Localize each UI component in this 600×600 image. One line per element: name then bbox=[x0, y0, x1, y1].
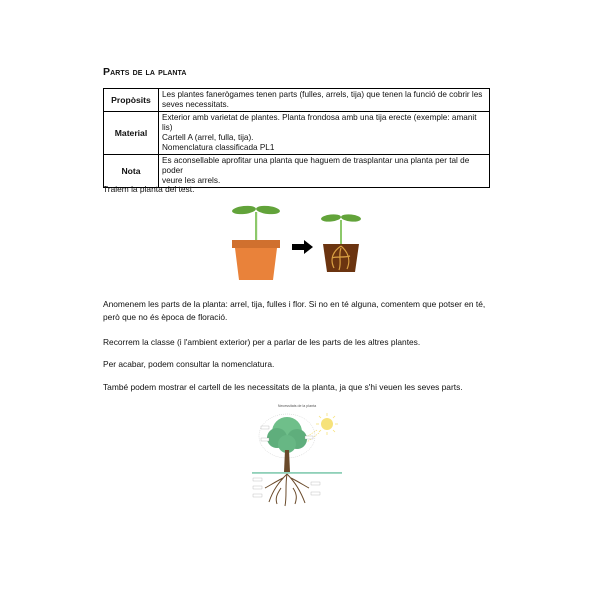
tree-roots bbox=[265, 474, 309, 506]
content-line: Exterior amb varietat de plantes. Planta frondosa amb una tija erecte (exemple: amanit lis) bbox=[162, 113, 477, 132]
paragraph-line: Anomenem les parts de la planta: arrel, tija, fulles i flor. Si no en té alguna, comentem que potser en té, bbox=[103, 299, 486, 309]
row-content-material bbox=[159, 112, 490, 155]
content-line: Nomenclatura classificada PL1 bbox=[162, 143, 275, 152]
table-row bbox=[104, 112, 490, 155]
potted-plant-image bbox=[232, 205, 281, 280]
paragraph-line: però que no és època de floració. bbox=[103, 311, 228, 322]
paragraph-remove-plant: Traiem la planta del test. bbox=[103, 184, 195, 194]
plant-needs-diagram bbox=[247, 402, 347, 514]
content-line: Cartell A (arrel, fulla, tija). bbox=[162, 133, 254, 142]
right-arrow-icon bbox=[292, 240, 313, 254]
leaf-right bbox=[256, 205, 281, 215]
diagram-title: Necessitats de la planta bbox=[277, 404, 317, 408]
pot-rim bbox=[232, 240, 280, 248]
info-table bbox=[103, 88, 490, 188]
row-label-material: Material bbox=[104, 112, 159, 155]
paragraph-nomenclature: Per acabar, podem consultar la nomenclatura. bbox=[103, 359, 275, 369]
plant-stem bbox=[255, 212, 257, 244]
content-line: Les plantes fanerògames tenen parts (fulles, arrels, tija) que tenen la funció de cobrir les bbox=[162, 90, 483, 99]
plant-illustration bbox=[220, 200, 380, 282]
paragraph-walk-class: Recorrem la classe (i l'ambient exterior) per a parlar de les parts de les altres plantes. bbox=[103, 337, 421, 347]
plant-stem bbox=[340, 220, 342, 246]
row-label-proposits: Propòsits bbox=[104, 89, 159, 112]
paragraph-poster: També podem mostrar el cartell de les necessitats de la planta, ja que s'hi veuen les seves parts. bbox=[103, 382, 463, 392]
paragraph-name-parts bbox=[103, 298, 498, 323]
pot-body bbox=[235, 248, 277, 280]
leaf-right bbox=[341, 213, 362, 222]
content-line: Es aconsellable aprofitar una planta que haguem de trasplantar una planta per tal de poder bbox=[162, 156, 470, 175]
ground-line bbox=[252, 472, 342, 474]
table-row bbox=[104, 89, 490, 112]
section-title: Parts de la planta bbox=[103, 66, 187, 78]
exposed-roots-plant-image bbox=[321, 213, 362, 272]
row-label-nota: Nota bbox=[104, 155, 159, 188]
content-line: seves necessitats. bbox=[162, 100, 229, 109]
row-content-proposits bbox=[159, 89, 490, 112]
leaf-left bbox=[321, 213, 342, 222]
tree-canopy bbox=[267, 417, 307, 453]
content-line: veure les arrels. bbox=[162, 176, 221, 185]
tree-trunk bbox=[284, 450, 290, 472]
leaf-left bbox=[232, 205, 257, 215]
